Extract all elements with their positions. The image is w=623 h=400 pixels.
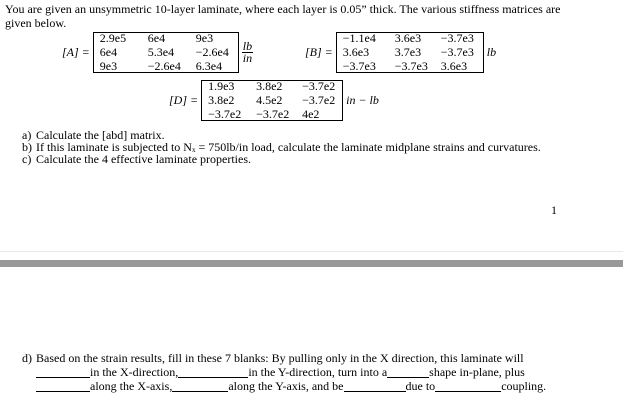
- matrix-cell: 5.3e4: [147, 45, 175, 59]
- matrix-d-label: [D] =: [169, 93, 199, 107]
- matrix-b: [305, 32, 496, 73]
- question-d-text-1: Based on the strain results, fill in these 7 blanks: By pulling only in the X direction, this laminate will: [36, 351, 524, 365]
- matrix-a-unit: [242, 41, 253, 64]
- answer-blank-3[interactable]: [387, 366, 429, 378]
- question-d-line-3: [36, 380, 546, 392]
- matrix-cell: 3.8e2: [208, 93, 235, 107]
- question-item: [22, 153, 541, 165]
- matrix-d: [169, 80, 379, 121]
- matrix-cell: 1.9e3: [208, 79, 235, 93]
- answer-blank-7[interactable]: [435, 380, 501, 392]
- question-d-line-2: [36, 366, 525, 378]
- matrix-cell: −3.7e3: [342, 59, 376, 73]
- page-divider-shadow: [0, 251, 623, 252]
- matrix-cell: −3.7e2: [302, 93, 336, 107]
- question-label: b): [22, 140, 32, 154]
- unit-numerator: lb: [242, 39, 253, 53]
- question-text: If this laminate is subjected to Nₓ = 750lb/in load, calculate the laminate midplane strains and curvatures.: [36, 140, 541, 154]
- matrix-cell: 2.9e5: [99, 31, 127, 45]
- matrix-a-label: [A] =: [62, 45, 90, 59]
- matrix-d-unit: in − lb: [346, 93, 379, 107]
- matrix-cell: 3.6e3: [394, 31, 422, 45]
- question-d-text-3d: coupling.: [501, 379, 547, 393]
- matrix-cell: 3.7e3: [394, 45, 422, 59]
- answer-blank-2[interactable]: [178, 366, 248, 378]
- matrix-b-grid: [336, 32, 484, 73]
- matrix-cell: −1.1e4: [342, 31, 376, 45]
- question-d-text-3a: along the X-axis,: [90, 379, 173, 393]
- matrix-cell: 6e4: [147, 31, 166, 45]
- matrix-cell: 6e4: [99, 45, 118, 59]
- question-text: Calculate the [abd] matrix.: [36, 128, 165, 142]
- question-d-text-2c: shape in-plane, plus: [429, 365, 525, 379]
- intro-line-1: You are given an unsymmetric 10-layer laminate, where each layer is 0.05” thick. The various stiffness matrices are: [5, 2, 561, 16]
- unit-denominator: in: [242, 51, 253, 65]
- matrix-cell: 4e2: [302, 107, 320, 121]
- matrix-cell: 6.3e4: [195, 59, 223, 73]
- question-d-text-2b: in the Y-direction, turn into a: [248, 365, 388, 379]
- matrix-cell: −3.7e3: [440, 31, 474, 45]
- question-d-text-3c: due to: [405, 379, 436, 393]
- matrix-a-grid: [93, 32, 239, 73]
- question-label: c): [22, 152, 32, 166]
- question-d-text-2a: in the X-direction,: [90, 365, 179, 379]
- matrix-cell: 4.5e2: [256, 93, 283, 107]
- matrix-b-label: [B] =: [305, 45, 333, 59]
- matrix-cell: −2.6e4: [147, 59, 181, 73]
- answer-blank-4[interactable]: [36, 380, 90, 392]
- matrix-cell: 9e3: [195, 31, 214, 45]
- question-label: d): [22, 351, 32, 365]
- question-d-text-3b: along the Y-axis, and be: [228, 379, 344, 393]
- matrix-b-unit: lb: [486, 45, 497, 59]
- matrix-cell: 9e3: [99, 59, 118, 73]
- matrix-d-grid: [201, 80, 343, 121]
- intro-line-2: given below.: [5, 16, 67, 30]
- matrix-cell: 3.8e2: [256, 79, 283, 93]
- answer-blank-5[interactable]: [172, 380, 228, 392]
- question-text: Calculate the 4 effective laminate properties.: [36, 152, 252, 166]
- matrix-cell: −3.7e2: [256, 107, 290, 121]
- intro-text: [5, 2, 561, 30]
- matrix-cell: −3.7e2: [208, 107, 242, 121]
- answer-blank-6[interactable]: [344, 380, 406, 392]
- matrix-cell: −3.7e3: [394, 59, 428, 73]
- page-number: 1: [551, 203, 557, 217]
- matrix-cell: −3.7e2: [302, 79, 336, 93]
- answer-blank-1[interactable]: [36, 366, 90, 378]
- matrix-cell: −2.6e4: [195, 45, 229, 59]
- matrix-cell: −3.7e3: [440, 45, 474, 59]
- matrix-a: [62, 32, 253, 73]
- page-divider: [0, 260, 623, 267]
- question-d-line-1: [22, 352, 524, 364]
- question-label: a): [22, 128, 32, 142]
- question-list: [22, 129, 541, 165]
- matrix-cell: 3.6e3: [440, 59, 468, 73]
- matrix-cell: 3.6e3: [342, 45, 370, 59]
